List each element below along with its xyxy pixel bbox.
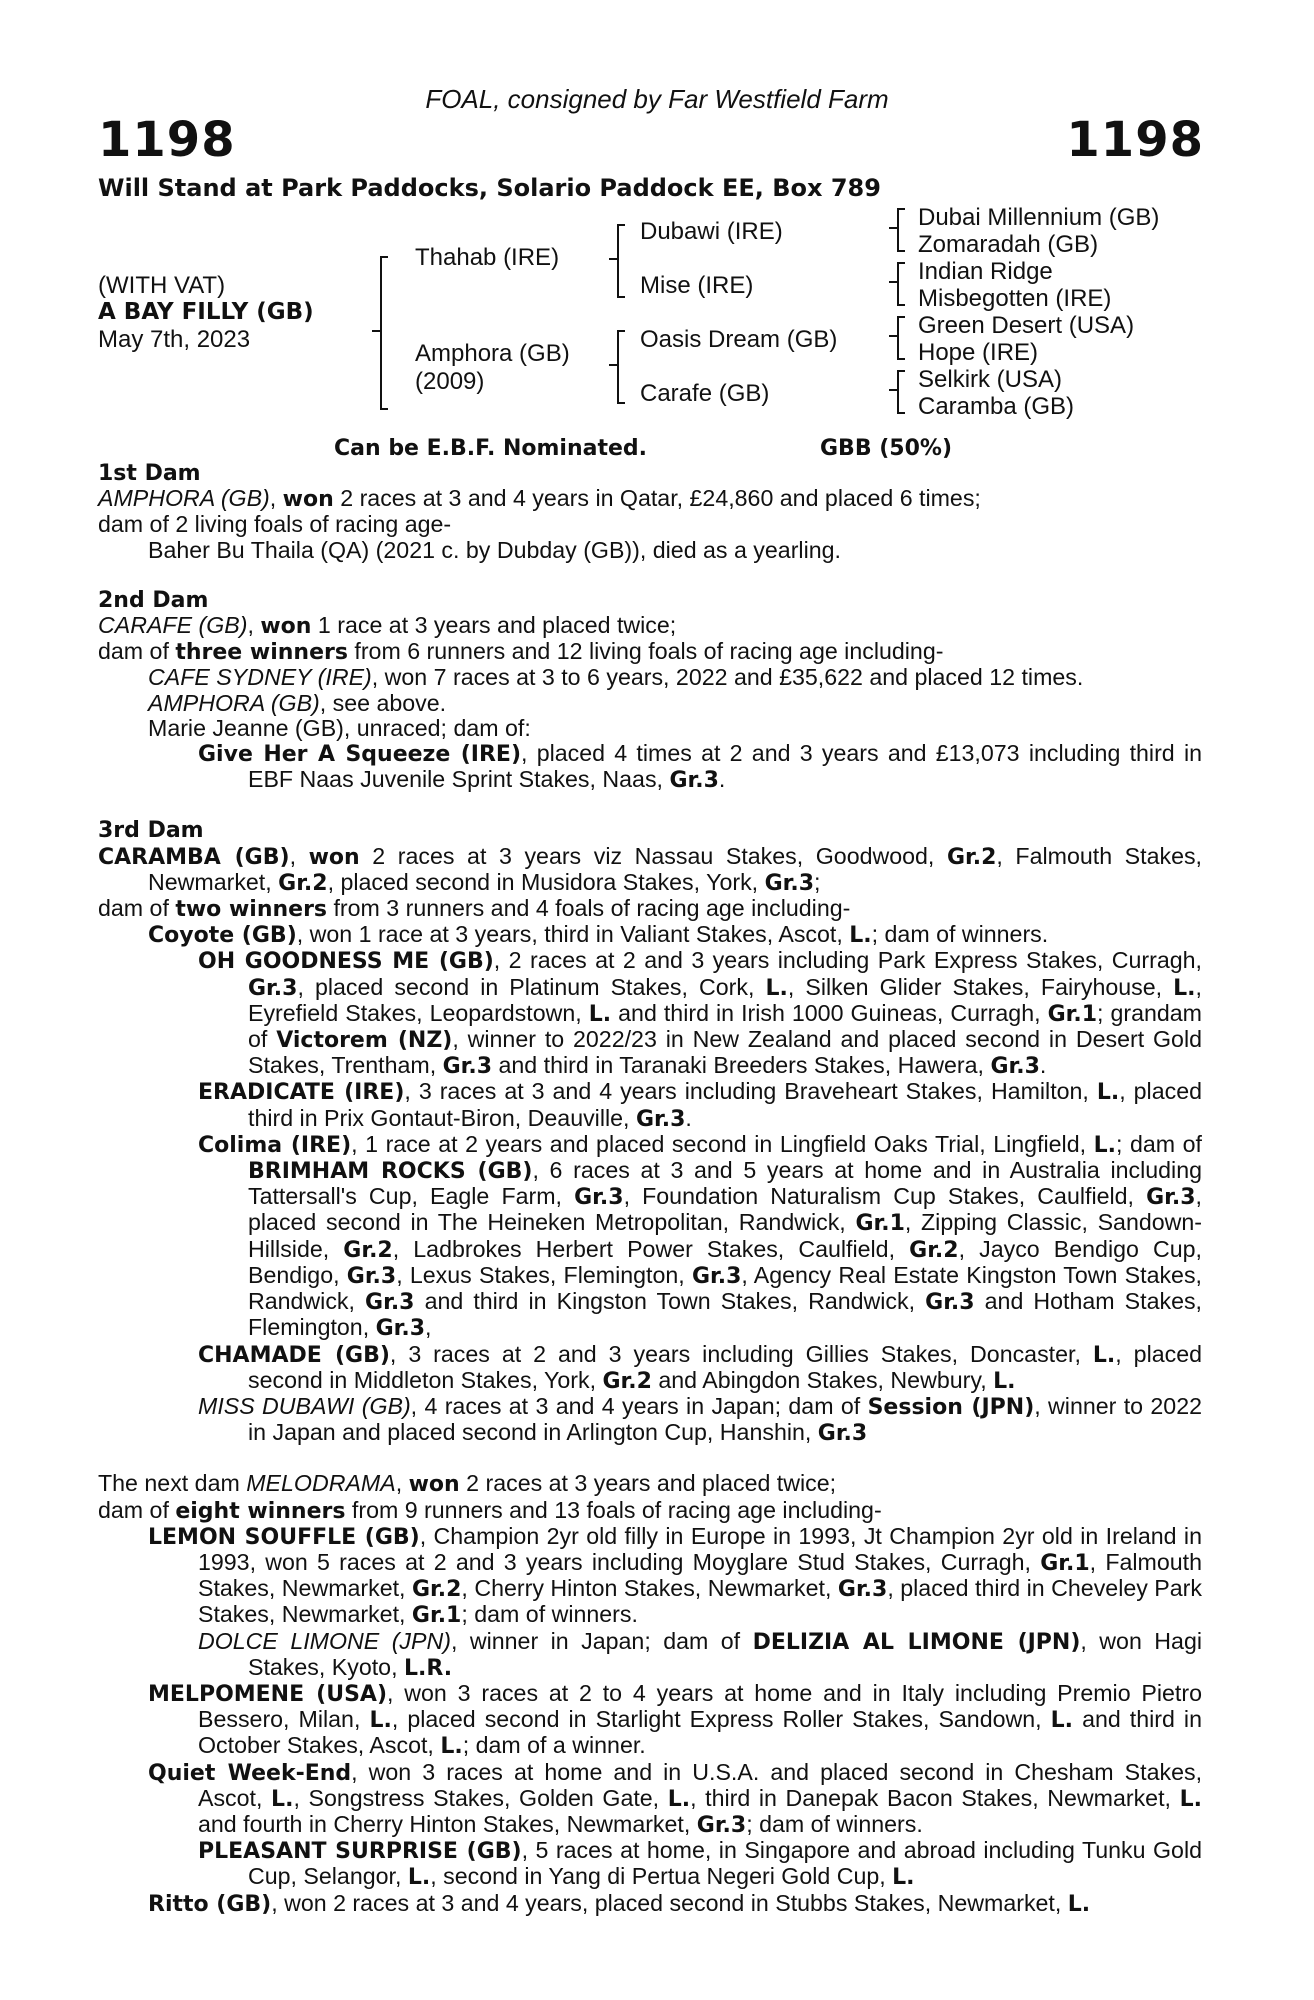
first-dam-produce: Baher Bu Thaila (QA) (2021 c. by Dubday (GB)), died as a yearling. (148, 536, 841, 563)
text: and fourth in Cherry Hinton Stakes, Newmarket, (198, 1810, 691, 1837)
text: , won 3 races at home and in U.S.A. and placed second in Chesham Stakes, Ascot, (198, 1758, 1203, 1811)
produce-cafe-sydney (98, 665, 1202, 690)
text: , Eyrefield Stakes, Leopardstown, (248, 973, 1202, 1026)
grade: Gr.3 (574, 1185, 624, 1211)
horse-name: CHAMADE (GB) (198, 1342, 390, 1368)
listed: L. (849, 923, 872, 949)
listed: L. (271, 1786, 294, 1812)
text: and third in Taranaki Breeders Stakes, Hawera, (498, 1052, 984, 1079)
third-dam-heading: 3rd Dam (98, 818, 204, 844)
horse-name: Session (JPN) (867, 1394, 1035, 1420)
produce-lemon-souffle (98, 1524, 1202, 1629)
text: and Hotham Stakes, Flemington, (248, 1288, 1203, 1341)
vat-note: (WITH VAT) (98, 272, 226, 299)
grade: Gr.3 (925, 1290, 975, 1316)
listed: L. (1050, 1708, 1074, 1734)
second-dam-winners (98, 639, 1202, 665)
text: ; dam of a winner. (462, 1732, 646, 1759)
brace-dam (617, 330, 625, 404)
text: dam of (98, 1496, 169, 1523)
horse-name: OH GOODNESS ME (GB) (198, 949, 494, 975)
brace-main-point (372, 330, 380, 332)
listed: L. (765, 975, 788, 1001)
grade: Gr.1 (411, 1603, 462, 1629)
text: , Agency Real Estate Kingston Town Stakes, Randwick, (248, 1261, 1202, 1315)
produce-melpomene (98, 1681, 1202, 1760)
text: , won 1 race at 3 years, third in Valiant Stakes, Ascot, (296, 921, 843, 948)
first-dam-heading: 1st Dam (98, 461, 201, 486)
text: , placed second in Middleton Stakes, York, (248, 1340, 1202, 1393)
grade: Gr.1 (1047, 1001, 1098, 1027)
grade: Gr.2 (411, 1577, 462, 1603)
listed: L. (1093, 1132, 1116, 1158)
text: . (718, 766, 726, 793)
next-dam-winners (98, 1498, 1202, 1524)
grade: Gr.3 (346, 1263, 397, 1289)
produce-colima (98, 1132, 1202, 1342)
text: , Silken Glider Stakes, Fairyhouse, (787, 973, 1163, 1000)
text: ; (814, 868, 821, 895)
text: , won 2 races at 3 and 4 years, placed second in Stubbs Stakes, Newmarket, (271, 1889, 1062, 1916)
horse-name: BRIMHAM ROCKS (GB) (248, 1159, 533, 1185)
won-label: won (308, 844, 360, 870)
third-dam-winners (98, 896, 1202, 922)
produce-give-her-a-squeeze (98, 741, 1202, 793)
brace-g1 (897, 208, 905, 252)
produce-miss-dubawi (98, 1394, 1202, 1446)
horse-name: Ritto (GB) (148, 1891, 272, 1917)
listed: L.R. (403, 1655, 453, 1681)
horse-name: DOLCE LIMONE (JPN) (198, 1627, 451, 1654)
grade: Gr.3 (365, 1290, 415, 1316)
text: , 3 races at 3 and 4 years including Braveheart Stakes, Hamilton, (404, 1078, 1089, 1105)
produce-amphora (98, 691, 1202, 716)
horse-name: MELPOMENE (USA) (148, 1681, 388, 1707)
text: . (1039, 1052, 1047, 1079)
horse-name: Coyote (GB) (148, 923, 297, 949)
grade: Gr.2 (278, 870, 328, 896)
dam: Amphora (GB) (415, 340, 570, 367)
second-dam-heading: 2nd Dam (98, 587, 209, 613)
brace-g4 (897, 370, 905, 414)
grade: Gr.3 (442, 1054, 493, 1080)
listed: L. (1173, 975, 1196, 1001)
text: , placed second in Musidora Stakes, York, (327, 868, 759, 895)
sire-sire-sire: Dubai Millennium (GB) (918, 204, 1160, 231)
text: , Jayco Bendigo Cup, Bendigo, (248, 1235, 1202, 1288)
listed: L. (588, 1001, 612, 1027)
text: 2 races at 3 years and placed twice; (466, 1470, 837, 1497)
sire-dam-dam: Misbegotten (IRE) (918, 285, 1112, 312)
text: , Falmouth Stakes, Newmarket, (198, 1548, 1202, 1602)
text: ; dam of (1116, 1130, 1202, 1157)
text: from 6 runners and 12 living foals of racing age including- (354, 638, 944, 665)
listed: L. (1096, 1080, 1120, 1106)
text: , (425, 1314, 432, 1341)
text: , 3 races at 2 and 3 years including Gillies Stakes, Doncaster, (389, 1340, 1081, 1367)
text: , 6 races at 3 and 5 years at home and in Australia including Tattersall's Cup, Eagle Farm, (248, 1157, 1202, 1210)
gbb-status: GBB (50%) (820, 436, 953, 461)
horse-name: CAFE SYDNEY (IRE) (148, 664, 372, 691)
won-label: won (408, 1472, 460, 1498)
grade: Gr.3 (375, 1316, 426, 1342)
text: , Songstress Stakes, Golden Gate, (293, 1784, 660, 1811)
horse-name: DELIZIA AL LIMONE (JPN) (752, 1629, 1081, 1655)
text: , 1 race at 2 years and placed second in Lingfield Oaks Trial, Lingfield, (351, 1130, 1087, 1157)
winners-count: eight winners (175, 1498, 346, 1524)
grade: Gr.3 (837, 1577, 888, 1603)
text: , Lexus Stakes, Flemington, (396, 1261, 685, 1288)
grade: Gr.1 (855, 1211, 905, 1237)
sire: Thahab (IRE) (415, 244, 560, 271)
text: , won Hagi Stakes, Kyoto, (248, 1627, 1202, 1680)
dam-sire: Oasis Dream (GB) (640, 326, 838, 353)
text: , Cherry Hinton Stakes, Newmarket, (461, 1575, 832, 1602)
text: from 3 runners and 4 foals of racing age including- (333, 895, 851, 922)
produce-chamade (98, 1342, 1202, 1394)
text: , 2 races at 2 and 3 years including Park Express Stakes, Curragh, (493, 947, 1202, 974)
brace-sire-point (609, 258, 617, 260)
text: , winner to 2022/23 in New Zealand and placed second in Desert Gold Stakes, Trentham, (248, 1026, 1202, 1079)
first-dam-record: 2 races at 3 and 4 years in Qatar, £24,860 and placed 6 times; (340, 485, 981, 512)
text: , won 7 races at 3 to 6 years, 2022 and £35,622 and placed 12 times. (371, 664, 1084, 691)
grade: Gr.3 (691, 1263, 742, 1289)
stand-location: Will Stand at Park Paddocks, Solario Paddock EE, Box 789 (98, 174, 881, 202)
grade: Gr.3 (764, 870, 814, 896)
brace-g3-point (889, 335, 897, 337)
text: , second in Yang di Pertua Negeri Gold Cup, (430, 1863, 886, 1890)
brace-main (380, 256, 388, 410)
dam-dam-dam: Caramba (GB) (918, 393, 1075, 420)
text: dam of (98, 638, 169, 665)
catalogue-body (98, 461, 1202, 1917)
horse-name: MELODRAMA (246, 1470, 396, 1497)
text: , Zipping Classic, Sandown-Hillside, (248, 1209, 1202, 1262)
second-dam-record: 1 race at 3 years and placed twice; (317, 612, 677, 639)
brace-dam-point (609, 364, 617, 366)
produce-dolce-limone (98, 1629, 1202, 1681)
dam-dam-sire: Selkirk (USA) (918, 366, 1063, 393)
produce-marie-jeanne: Marie Jeanne (GB), unraced; dam of: (148, 714, 531, 741)
produce-coyote (98, 922, 1202, 948)
second-dam-name: CARAFE (GB) (98, 612, 248, 639)
listed: L. (667, 1786, 691, 1812)
listed: L. (369, 1708, 392, 1734)
horse-name: LEMON SOUFFLE (GB) (148, 1524, 420, 1550)
second-dam-line: CARAFE (GB), won 1 race at 3 years and placed twice; (98, 612, 677, 640)
horse-name: AMPHORA (GB) (148, 689, 320, 716)
grade: Gr.3 (248, 975, 298, 1001)
horse-name: ERADICATE (IRE) (198, 1080, 405, 1106)
grade: Gr.3 (669, 768, 719, 794)
winners-count: two winners (175, 897, 328, 923)
text: , Champion 2yr old filly in Europe in 1993, Jt Champion 2yr old in Ireland in 1993, won 5 races at 2 and 3 years including Moyglare Stud Stakes, Curragh, (198, 1522, 1202, 1575)
dam-sire-dam: Hope (IRE) (918, 339, 1039, 366)
brace-g4-point (889, 389, 897, 391)
text: The next dam (98, 1470, 240, 1497)
text: and third in Irish 1000 Guineas, Curragh, (618, 999, 1041, 1026)
produce-quiet-week-end (98, 1760, 1202, 1839)
text: , 5 races at home, in Singapore and abroad including Tunku Gold Cup, Selangor, (248, 1837, 1202, 1890)
text: ; dam of winners. (871, 921, 1049, 948)
horse-name: MISS DUBAWI (GB) (198, 1392, 411, 1419)
text: , (395, 1470, 403, 1497)
lot-number-left: 1198 (98, 112, 236, 168)
produce-oh-goodness-me (98, 948, 1202, 1079)
text: , see above. (319, 689, 447, 716)
text: , winner to 2022 in Japan and placed second in Arlington Cup, Hanshin, (248, 1392, 1202, 1446)
sire-sire-dam: Zomaradah (GB) (918, 231, 1099, 258)
first-dam-name: AMPHORA (GB) (98, 485, 270, 512)
foaling-date: May 7th, 2023 (98, 326, 251, 353)
sire-sire: Dubawi (IRE) (640, 218, 783, 245)
text: , won 3 races at 2 to 4 years at home and in Italy including Premio Pietro Bessero, Milan, (198, 1679, 1202, 1733)
grade: Gr.1 (1040, 1550, 1090, 1576)
lot-name: A BAY FILLY (GB) (98, 299, 314, 325)
winners-count: three winners (175, 640, 348, 666)
consignment-line: FOAL, consigned by Far Westfield Farm (425, 84, 889, 114)
horse-name: CARAMBA (GB) (98, 844, 290, 870)
text: , Foundation Naturalism Cup Stakes, Caulfield, (623, 1183, 1134, 1210)
first-dam-foals: dam of 2 living foals of racing age- (98, 511, 452, 538)
text: , placed second in Platinum Stakes, Cork, (297, 973, 755, 1000)
text: , placed second in The Heineken Metropolitan, Randwick, (248, 1183, 1202, 1236)
text: , placed third in Prix Gontaut-Biron, Deauville, (248, 1078, 1202, 1131)
listed: L. (1067, 1891, 1091, 1917)
produce-pleasant-surprise (98, 1838, 1202, 1890)
text: and Abingdon Stakes, Newbury, (658, 1366, 987, 1393)
horse-name: Victorem (NZ) (276, 1028, 453, 1054)
listed: L. (1092, 1342, 1116, 1368)
ebf-nomination: Can be E.B.F. Nominated. (334, 436, 648, 461)
grade: Gr.3 (817, 1421, 868, 1447)
grade: Gr.3 (990, 1054, 1040, 1080)
text: , third in Danepak Bacon Stakes, Newmarket, (690, 1784, 1171, 1811)
brace-sire (617, 224, 625, 298)
lot-number-right: 1198 (1066, 112, 1204, 168)
listed: L. (993, 1368, 1016, 1394)
sire-dam: Mise (IRE) (640, 272, 754, 299)
brace-g2 (897, 262, 905, 306)
grade: Gr.2 (602, 1368, 652, 1394)
grade: Gr.2 (946, 844, 997, 870)
text: , Falmouth Stakes, Newmarket, (148, 842, 1202, 895)
text: , placed 4 times at 2 and 3 years and £13,073 including third in EBF Naas Juvenile Sprint Stakes, Naas, (248, 740, 1202, 793)
text: dam of (98, 895, 169, 922)
dam-sire-sire: Green Desert (USA) (918, 312, 1135, 339)
grade: Gr.3 (635, 1106, 686, 1132)
text: , placed second in Starlight Express Roller Stakes, Sandown, (391, 1706, 1042, 1733)
text: 2 races at 3 years viz Nassau Stakes, Goodwood, (372, 842, 935, 869)
third-dam-line: CARAMBA (GB), won 2 races at 3 years viz Nassau Stakes, Goodwood, Gr.2, Falmouth Stakes, Newmarket, Gr.2, placed second in Musidora Stakes, York, Gr.3; (98, 842, 1202, 896)
produce-ritto (98, 1891, 1202, 1917)
horse-name: Give Her A Squeeze (IRE) (198, 742, 522, 768)
text: and third in October Stakes, Ascot, (198, 1706, 1202, 1759)
dam-dam: Carafe (GB) (640, 380, 770, 407)
won-label: won (260, 614, 312, 640)
listed: L. (407, 1865, 431, 1891)
text: ; grandam of (248, 999, 1202, 1053)
listed: L. (1179, 1786, 1202, 1812)
text: , Ladbrokes Herbert Power Stakes, Caulfield, (392, 1235, 896, 1262)
horse-name: Quiet Week-End (148, 1760, 352, 1786)
text: . (685, 1104, 692, 1131)
won-label: won (282, 487, 334, 513)
text: , winner in Japan; dam of (450, 1627, 741, 1654)
brace-g2-point (889, 281, 897, 283)
brace-g3 (897, 316, 905, 360)
listed: L. (440, 1734, 463, 1760)
grade: Gr.3 (696, 1812, 747, 1838)
horse-name: PLEASANT SURPRISE (GB) (198, 1839, 522, 1865)
grade: Gr.2 (909, 1237, 959, 1263)
listed: L. (892, 1865, 915, 1891)
brace-g1-point (889, 227, 897, 229)
grade: Gr.3 (1146, 1185, 1196, 1211)
sire-dam-sire: Indian Ridge (918, 258, 1053, 285)
produce-eradicate (98, 1079, 1202, 1131)
next-dam-line (98, 1471, 1202, 1497)
text: , placed third in Cheveley Park Stakes, Newmarket, (198, 1575, 1202, 1628)
text: , 4 races at 3 and 4 years in Japan; dam of (410, 1392, 861, 1419)
grade: Gr.2 (343, 1237, 393, 1263)
dam-year: (2009) (415, 368, 485, 395)
text: ; dam of winners. (461, 1601, 638, 1628)
text: from 9 runners and 13 foals of racing age including- (351, 1496, 882, 1523)
horse-name: Colima (IRE) (198, 1132, 352, 1158)
text: ; dam of winners. (746, 1810, 923, 1837)
text: and third in Kingston Town Stakes, Randwick, (424, 1288, 916, 1315)
first-dam-line: AMPHORA (GB), won 2 races at 3 and 4 years in Qatar, £24,860 and placed 6 times; (98, 485, 981, 513)
